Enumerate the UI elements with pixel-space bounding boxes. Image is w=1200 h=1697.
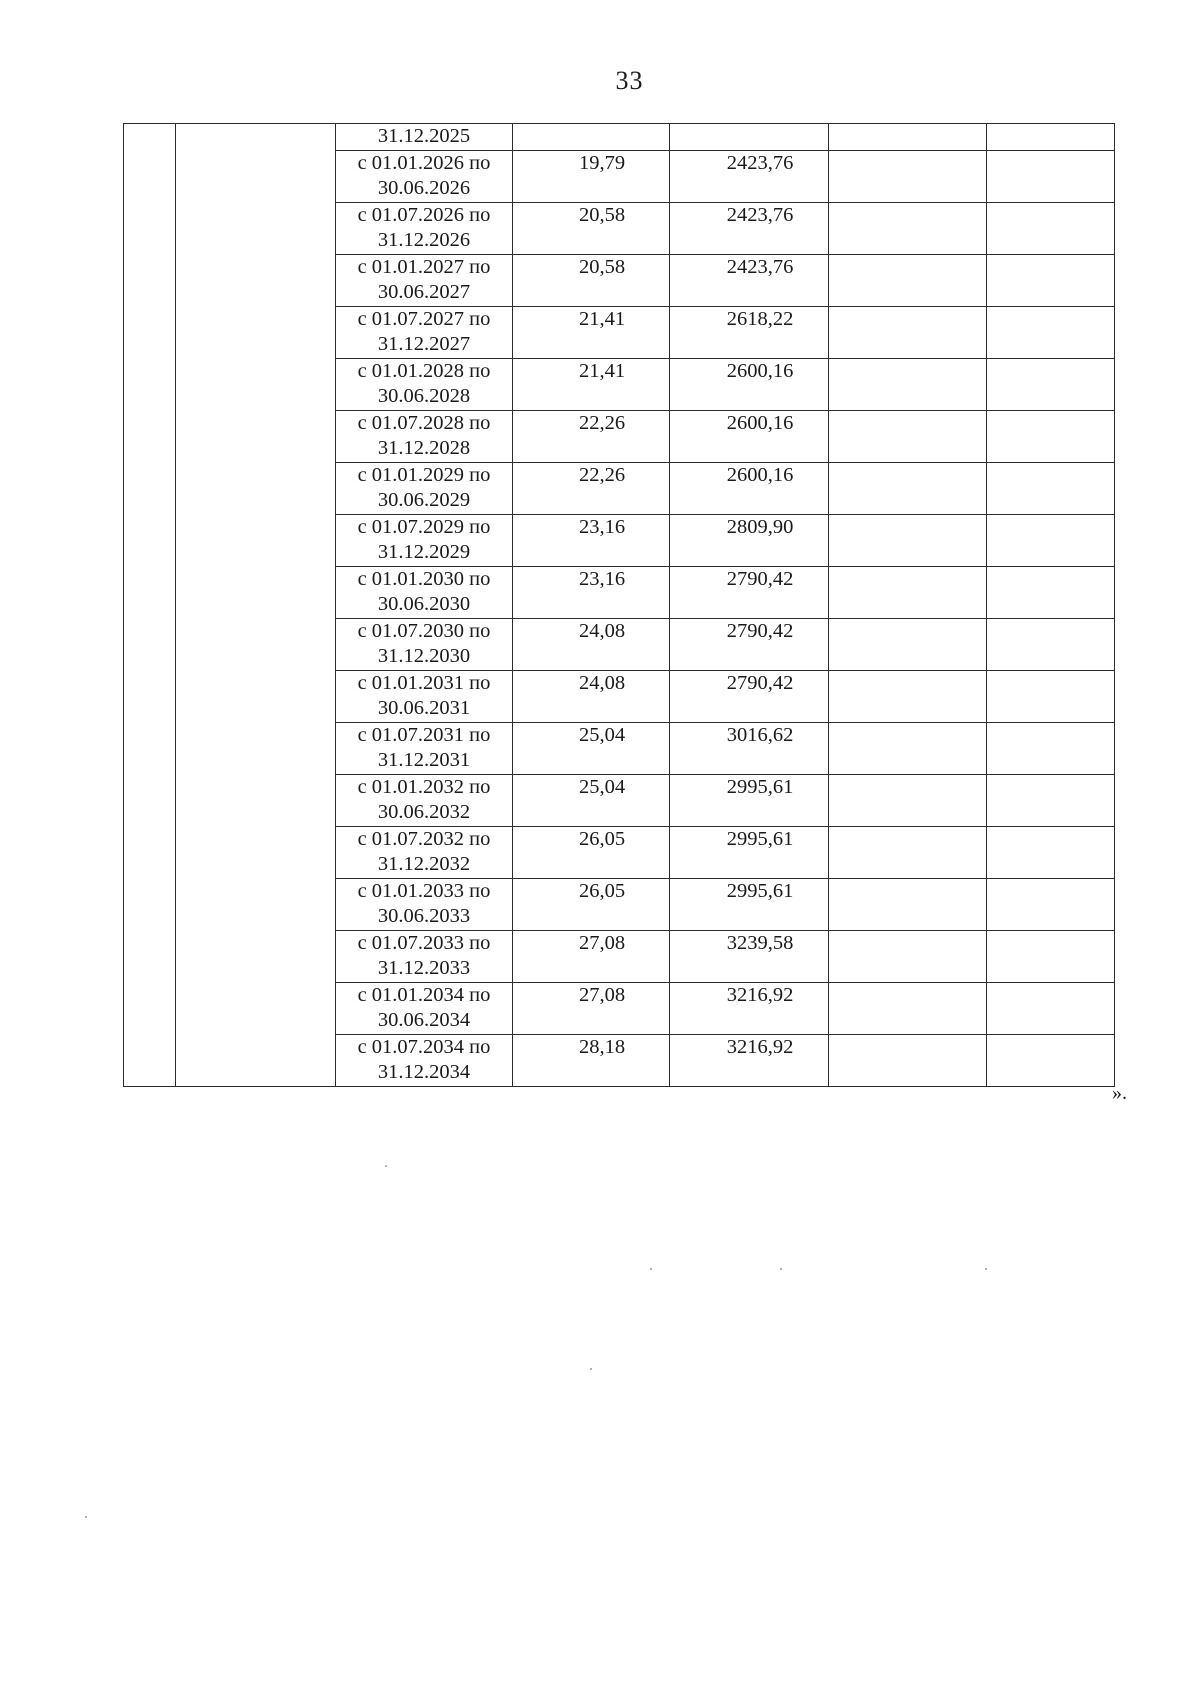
value2-cell: 2995,61 [670, 775, 829, 827]
empty-cell [829, 151, 987, 203]
empty-cell [987, 515, 1115, 567]
empty-cell [987, 463, 1115, 515]
value2-cell [670, 124, 829, 151]
empty-cell [987, 619, 1115, 671]
empty-cell [829, 359, 987, 411]
empty-cell [829, 567, 987, 619]
tariff-table-wrapper [123, 123, 1115, 1087]
scan-speck [385, 1165, 387, 1167]
empty-cell-col2 [176, 124, 336, 1087]
empty-cell [829, 723, 987, 775]
value2-cell: 2600,16 [670, 411, 829, 463]
period-cell [336, 515, 513, 567]
value2-cell: 2790,42 [670, 567, 829, 619]
value2-cell: 2600,16 [670, 359, 829, 411]
period-line2: 30.06.2027 [377, 281, 471, 303]
value2-cell: 2790,42 [670, 619, 829, 671]
value1-cell: 23,16 [513, 567, 670, 619]
value1-cell: 25,04 [513, 775, 670, 827]
empty-cell [987, 827, 1115, 879]
empty-cell [987, 723, 1115, 775]
period-cell [336, 983, 513, 1035]
empty-cell [829, 827, 987, 879]
empty-cell [829, 775, 987, 827]
period-cell [336, 567, 513, 619]
empty-cell [987, 775, 1115, 827]
empty-cell [987, 359, 1115, 411]
period-line1: с 01.07.2033 по [357, 932, 491, 954]
tariff-table [123, 123, 1115, 1087]
value1-cell: 22,26 [513, 463, 670, 515]
empty-cell [987, 307, 1115, 359]
period-cell: 31.12.2025 [336, 124, 513, 151]
scan-speck [590, 1368, 592, 1370]
period-line2: 31.12.2026 [377, 229, 471, 251]
empty-cell [987, 255, 1115, 307]
period-line2: 31.12.2030 [377, 645, 471, 667]
period-line2: 31.12.2032 [377, 853, 471, 875]
period-cell [336, 931, 513, 983]
period-line1: с 01.07.2027 по [357, 308, 491, 330]
empty-cell [987, 931, 1115, 983]
value1-cell [513, 124, 670, 151]
empty-cell [987, 411, 1115, 463]
value2-cell: 2790,42 [670, 671, 829, 723]
empty-cell [987, 879, 1115, 931]
period-cell [336, 203, 513, 255]
period-line1: с 01.01.2032 по [357, 776, 491, 798]
period-line1: с 01.07.2030 по [357, 620, 491, 642]
value2-cell: 3216,92 [670, 983, 829, 1035]
value1-cell: 24,08 [513, 671, 670, 723]
value1-cell: 27,08 [513, 931, 670, 983]
empty-cell [829, 515, 987, 567]
period-line1: с 01.01.2033 по [357, 880, 491, 902]
period-line1: с 01.01.2034 по [357, 984, 491, 1006]
value2-cell: 2423,76 [670, 255, 829, 307]
period-line1: с 01.01.2027 по [357, 256, 491, 278]
value2-cell: 3216,92 [670, 1035, 829, 1087]
period-line2: 31.12.2031 [377, 749, 471, 771]
value2-cell: 3239,58 [670, 931, 829, 983]
value2-cell: 2618,22 [670, 307, 829, 359]
period-line2: 30.06.2030 [377, 593, 471, 615]
period-cell [336, 411, 513, 463]
period-line1: с 01.01.2029 по [357, 464, 491, 486]
period-line2: 31.12.2027 [377, 333, 471, 355]
empty-cell [829, 463, 987, 515]
period-line1: с 01.07.2031 по [357, 724, 491, 746]
empty-cell [829, 931, 987, 983]
value1-cell: 19,79 [513, 151, 670, 203]
period-cell [336, 307, 513, 359]
period-line2: 31.12.2029 [377, 541, 471, 563]
value1-cell: 20,58 [513, 255, 670, 307]
table-row [124, 124, 1115, 151]
period-cell [336, 619, 513, 671]
page-number: 33 [615, 66, 644, 95]
scan-speck [985, 1268, 987, 1270]
period-cell [336, 671, 513, 723]
period-line2: 30.06.2026 [377, 177, 471, 199]
tariff-table-body [124, 124, 1115, 1087]
empty-cell [987, 983, 1115, 1035]
period-line1: с 01.01.2026 по [357, 152, 491, 174]
empty-cell [987, 567, 1115, 619]
value1-cell: 22,26 [513, 411, 670, 463]
value1-cell: 27,08 [513, 983, 670, 1035]
closing-quote-mark: ». [1112, 1082, 1127, 1104]
value1-cell: 24,08 [513, 619, 670, 671]
empty-cell [829, 307, 987, 359]
period-line2: 30.06.2032 [377, 801, 471, 823]
period-cell [336, 463, 513, 515]
value1-cell: 25,04 [513, 723, 670, 775]
period-line2: 31.12.2028 [377, 437, 471, 459]
period-cell [336, 151, 513, 203]
empty-cell [829, 255, 987, 307]
period-line2: 30.06.2031 [377, 697, 471, 719]
empty-cell [987, 671, 1115, 723]
period-line1: с 01.01.2028 по [357, 360, 491, 382]
empty-cell [987, 203, 1115, 255]
period-cell [336, 255, 513, 307]
value1-cell: 21,41 [513, 307, 670, 359]
period-line2: 31.12.2034 [377, 1061, 471, 1083]
period-line1: с 01.07.2034 по [357, 1036, 491, 1058]
period-cell [336, 1035, 513, 1087]
value1-cell: 21,41 [513, 359, 670, 411]
value1-cell: 20,58 [513, 203, 670, 255]
period-line2: 30.06.2034 [377, 1009, 471, 1031]
empty-cell-col1 [124, 124, 176, 1087]
value2-cell: 2600,16 [670, 463, 829, 515]
period-cell [336, 723, 513, 775]
value2-cell: 2995,61 [670, 827, 829, 879]
value2-cell: 2809,90 [670, 515, 829, 567]
period-cell [336, 879, 513, 931]
period-line1: с 01.01.2030 по [357, 568, 491, 590]
empty-cell [829, 619, 987, 671]
period-line1: с 01.07.2029 по [357, 516, 491, 538]
period-line1: с 01.01.2031 по [357, 672, 491, 694]
period-line2: 30.06.2028 [377, 385, 471, 407]
period-cell [336, 359, 513, 411]
empty-cell [829, 124, 987, 151]
value2-cell: 2423,76 [670, 203, 829, 255]
empty-cell [829, 671, 987, 723]
value2-cell: 2995,61 [670, 879, 829, 931]
period-line1: с 01.07.2028 по [357, 412, 491, 434]
period-line1: с 01.07.2026 по [357, 204, 491, 226]
value1-cell: 28,18 [513, 1035, 670, 1087]
empty-cell [829, 411, 987, 463]
period-line2: 31.12.2033 [377, 957, 471, 979]
scan-speck [780, 1268, 782, 1270]
period-line2: 30.06.2029 [377, 489, 471, 511]
value2-cell: 2423,76 [670, 151, 829, 203]
empty-cell [987, 124, 1115, 151]
empty-cell [987, 1035, 1115, 1087]
value1-cell: 26,05 [513, 879, 670, 931]
scan-speck [650, 1268, 652, 1270]
value1-cell: 26,05 [513, 827, 670, 879]
period-line2: 30.06.2033 [377, 905, 471, 927]
period-cell [336, 775, 513, 827]
empty-cell [987, 151, 1115, 203]
empty-cell [829, 203, 987, 255]
period-line1: с 01.07.2032 по [357, 828, 491, 850]
value2-cell: 3016,62 [670, 723, 829, 775]
empty-cell [829, 1035, 987, 1087]
empty-cell [829, 983, 987, 1035]
scan-speck [85, 1516, 87, 1518]
empty-cell [829, 879, 987, 931]
value1-cell: 23,16 [513, 515, 670, 567]
period-cell [336, 827, 513, 879]
